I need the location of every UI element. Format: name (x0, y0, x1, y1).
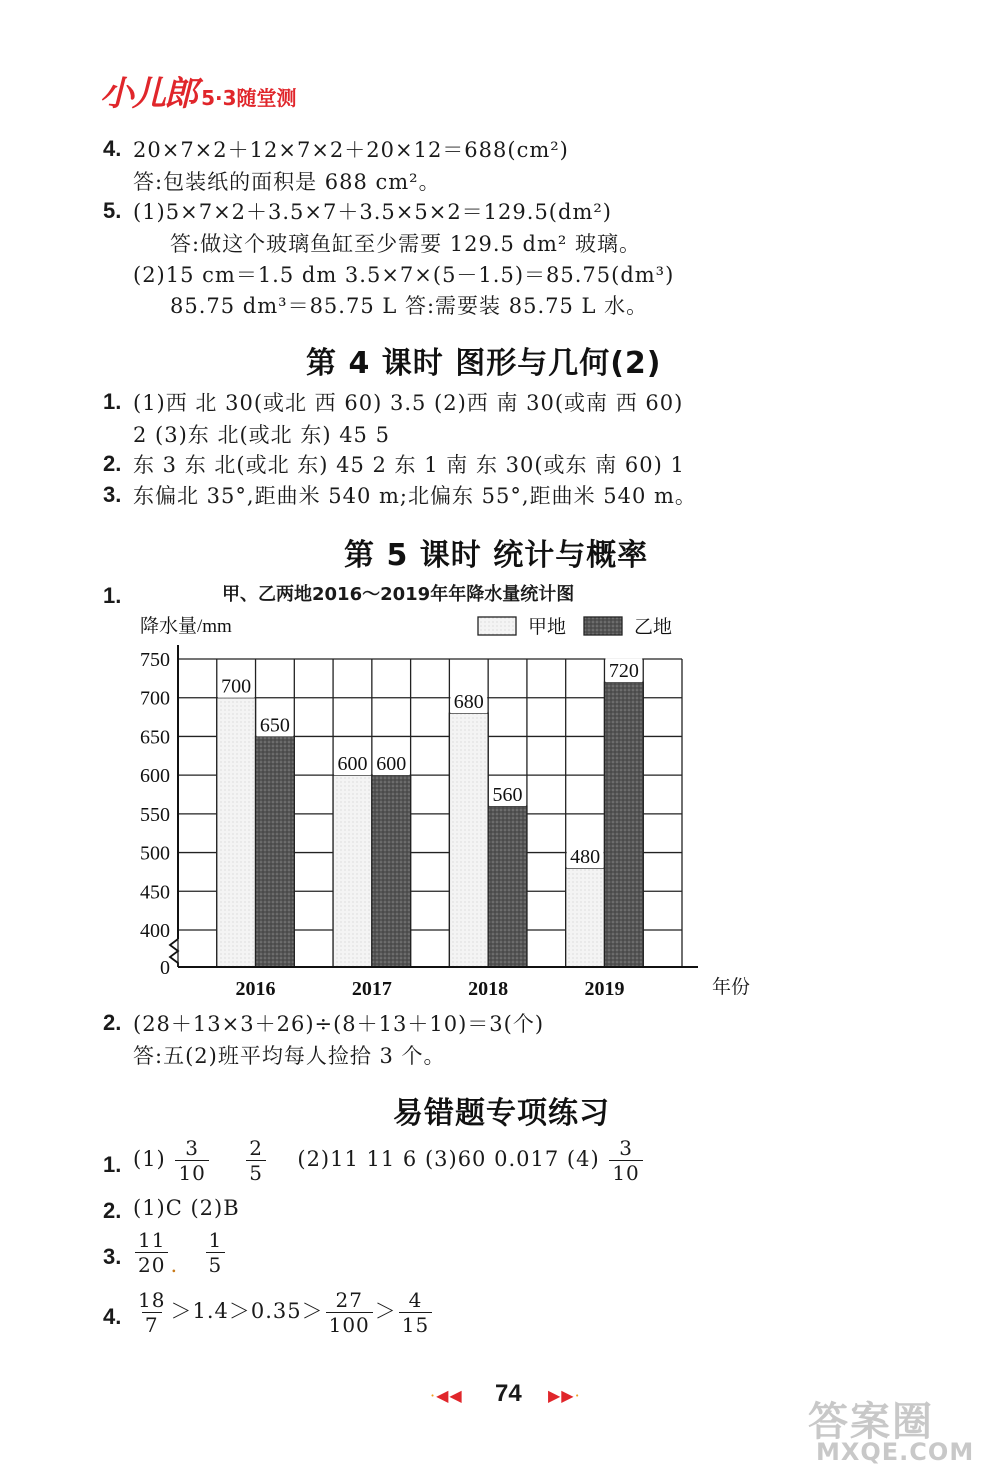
fraction (246, 1136, 266, 1185)
fraction (175, 1136, 208, 1185)
fraction (609, 1136, 642, 1185)
bar-value-label: 680 (453, 691, 484, 714)
l4-q2-line1: 东 3 东 北(或北 东) 45 2 东 1 南 东 30(或东 南 60) 1 (133, 453, 685, 477)
e-q2-text: (1)C (2)B (133, 1196, 240, 1220)
numerator: 18 (138, 1288, 166, 1312)
x-tick-label: 2017 (351, 978, 392, 1000)
axis-break-icon (170, 939, 178, 967)
numerator: 3 (619, 1136, 633, 1160)
numerator: 2 (249, 1136, 263, 1160)
prev-arrows-icon: ·◀◀ (430, 1386, 463, 1405)
y-tick-label: 450 (140, 881, 170, 904)
y-tick-label: 600 (140, 765, 170, 788)
q5-number: 5. (103, 198, 122, 223)
brand-name: 小儿郎 (100, 74, 196, 114)
bar-value-label: 700 (221, 675, 252, 698)
y-tick-label: 550 (140, 803, 170, 826)
numerator: 1 (208, 1228, 223, 1252)
numerator: 3 (185, 1136, 200, 1160)
e-q1-mid: (2)11 11 6 (3)60 0.017 (4) (297, 1147, 600, 1171)
e-q3-number: 3. (103, 1244, 122, 1269)
e-q4-number: 4. (103, 1304, 122, 1329)
q4-equation: 20×7×2＋12×7×2＋20×12＝688(cm²) (133, 138, 569, 162)
e-q4-gt: ＞ (374, 1299, 397, 1323)
denominator: 10 (175, 1160, 208, 1185)
fraction (326, 1288, 373, 1337)
l4-q1-line1: (1)西 北 30(或北 西 60) 3.5 (2)西 南 30(或南 西 60) (133, 391, 684, 415)
watermark-url: MXQE.COM (816, 1438, 975, 1466)
l4-q3-line1: 东偏北 35°,距曲米 540 m;北偏东 55°,距曲米 540 m。 (133, 484, 697, 508)
bar-series-b (488, 806, 527, 967)
bar-value-label: 720 (608, 660, 639, 683)
l5-q2-equation: (28＋13×3＋26)÷(8＋13＋10)＝3(个) (133, 1012, 545, 1036)
bar-series-b (372, 775, 411, 967)
bar-series-a (566, 868, 605, 967)
e-q4-mid: ＞1.4＞0.35＞ (170, 1299, 324, 1323)
numerator: 11 (138, 1228, 166, 1252)
numerator: 27 (335, 1288, 363, 1312)
legend-swatch (478, 617, 516, 635)
y-axis-label: 降水量/mm (140, 616, 232, 637)
bar-series-a (333, 775, 372, 967)
e-q1-p1: (1) (133, 1147, 166, 1171)
denominator: 7 (142, 1312, 162, 1337)
chart-title: 甲、乙两地2016～2019年年降水量统计图 (222, 584, 575, 605)
series-name: 5·3随堂测 (201, 86, 297, 110)
l4-q1-line2: 2 (3)东 北(或北 东) 45 5 (133, 423, 390, 447)
e-q4-line (133, 1288, 434, 1337)
bar-series-b (256, 736, 295, 967)
l4-q1-number: 1. (103, 389, 122, 414)
denominator: 15 (399, 1312, 432, 1337)
separator: . (170, 1253, 179, 1277)
legend-swatch (584, 617, 622, 635)
bar-value-label: 480 (570, 846, 601, 869)
legend-label: 乙地 (634, 617, 673, 638)
fraction (135, 1288, 168, 1337)
q4-number: 4. (103, 136, 122, 161)
errors-title: 易错题专项练习 (393, 1096, 610, 1131)
q5-part2: (2)15 cm＝1.5 dm 3.5×7×(5－1.5)＝85.75(dm³) (133, 263, 675, 287)
bar-series-b (604, 682, 643, 967)
q5-part1-answer: 答:做这个玻璃鱼缸至少需要 129.5 dm² 玻璃。 (170, 232, 641, 256)
l5-q2-answer: 答:五(2)班平均每人捡拾 3 个。 (133, 1044, 446, 1068)
x-tick-label: 2018 (468, 978, 509, 1000)
y-tick-label: 0 (160, 957, 170, 979)
y-tick-label: 400 (140, 920, 170, 942)
x-tick-label: 2016 (235, 978, 276, 1000)
bar-value-label: 560 (492, 784, 523, 807)
l5-q2-number: 2. (103, 1010, 122, 1035)
denominator: 5 (206, 1252, 226, 1277)
l4-q3-number: 3. (103, 482, 122, 507)
bar-value-label: 650 (259, 714, 290, 737)
y-tick-label: 500 (140, 842, 170, 865)
q5-part1: (1)5×7×2＋3.5×7＋3.5×5×2＝129.5(dm²) (133, 200, 612, 224)
y-tick-label: 750 (140, 649, 170, 671)
l4-q2-number: 2. (103, 451, 122, 476)
x-axis-label: 年份 (712, 977, 751, 998)
denominator: 10 (609, 1160, 642, 1185)
e-q1-line (133, 1136, 645, 1185)
page-number: 74 (495, 1380, 522, 1407)
brand-logo (100, 66, 297, 115)
y-tick-label: 700 (140, 687, 170, 710)
rainfall-bar-chart (120, 605, 751, 1017)
lesson4-title: 第 4 课时 图形与几何(2) (306, 346, 662, 381)
bar-series-a (217, 698, 256, 967)
l5-q1-number: 1. (103, 583, 122, 608)
next-arrows-icon: ▶▶· (548, 1386, 581, 1405)
denominator: 5 (246, 1160, 266, 1185)
watermark-logo: 答案圈 (808, 1399, 934, 1445)
e-q2-number: 2. (103, 1198, 122, 1223)
lesson5-title: 第 5 课时 统计与概率 (344, 538, 649, 573)
fraction (206, 1228, 226, 1277)
legend-label: 甲地 (528, 617, 567, 638)
q5-part2-answer: 85.75 dm³＝85.75 L 答:需要装 85.75 L 水。 (170, 294, 649, 318)
fraction (399, 1288, 432, 1337)
x-tick-label: 2019 (584, 978, 625, 1000)
numerator: 4 (408, 1288, 423, 1312)
fraction (135, 1228, 168, 1277)
y-tick-label: 650 (140, 726, 170, 749)
q4-answer: 答:包装纸的面积是 688 cm²。 (133, 170, 441, 194)
denominator: 100 (326, 1312, 373, 1337)
e-q1-number: 1. (103, 1152, 122, 1177)
denominator: 20 (135, 1252, 168, 1277)
bar-series-a (449, 713, 488, 967)
e-q3-line (133, 1228, 227, 1277)
bar-value-label: 600 (337, 753, 368, 776)
bar-value-label: 600 (376, 753, 407, 776)
